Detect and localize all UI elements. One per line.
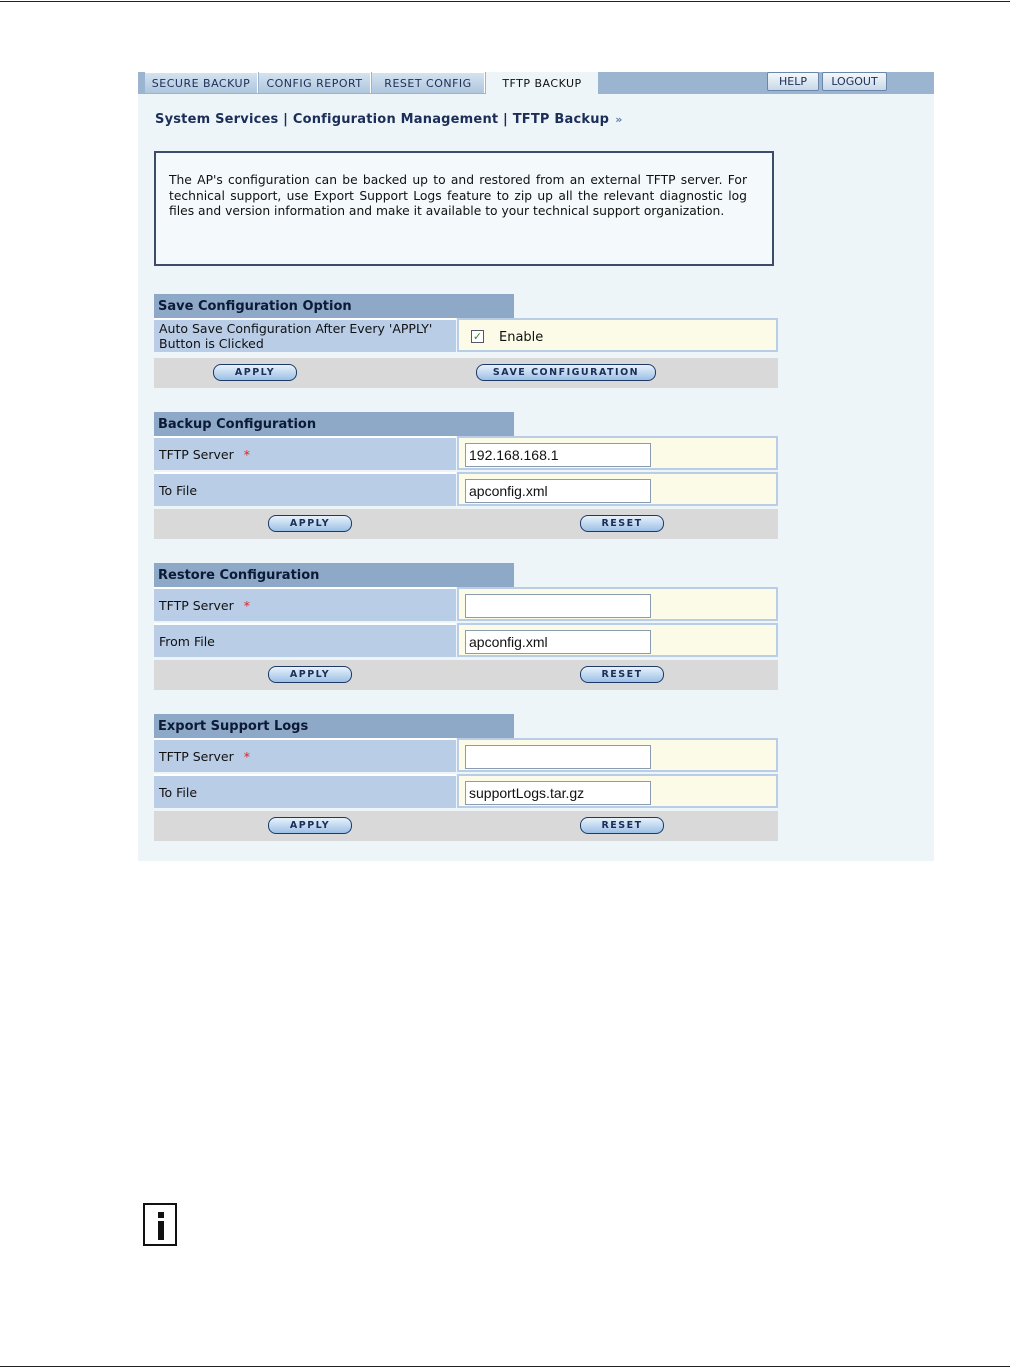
restore-server-label: [154, 587, 456, 621]
required-marker: *: [243, 446, 250, 462]
export-reset-button[interactable]: RESET: [580, 817, 664, 834]
restore-config-header: Restore Configuration: [154, 563, 514, 587]
page-top-rule: [0, 1, 1010, 2]
info-text: The AP's configuration can be backed up to and restored from an external TFTP server. For technical support, use Export Support Logs feature to zip up all the relevant diagnostic log files and version information and make it available to your technical support organization.: [169, 173, 747, 218]
breadcrumb-text: System Services | Configuration Management | TFTP Backup: [155, 112, 610, 127]
export-logs-header: Export Support Logs: [154, 714, 514, 738]
export-server-label: [154, 738, 456, 772]
help-button[interactable]: HELP: [767, 72, 819, 91]
breadcrumb-arrow-icon: »: [615, 113, 623, 126]
backup-file-cell: [457, 472, 778, 506]
backup-apply-button[interactable]: APPLY: [268, 515, 352, 532]
info-note-icon: [143, 1203, 177, 1246]
restore-from-file-input[interactable]: [465, 630, 651, 654]
backup-reset-button[interactable]: RESET: [580, 515, 664, 532]
restore-file-cell: [457, 623, 778, 657]
export-apply-button[interactable]: APPLY: [268, 817, 352, 834]
restore-file-row: [154, 623, 778, 659]
export-to-file-input[interactable]: [465, 781, 651, 805]
required-marker: *: [243, 597, 250, 613]
save-config-header: Save Configuration Option: [154, 294, 514, 318]
export-file-cell: [457, 774, 778, 808]
restore-server-row: [154, 587, 778, 623]
save-configuration-button[interactable]: SAVE CONFIGURATION: [476, 364, 656, 381]
backup-config-header: Backup Configuration: [154, 412, 514, 436]
export-server-label-text: TFTP Server: [159, 748, 234, 764]
tab-secure-backup[interactable]: SECURE BACKUP: [145, 72, 258, 93]
page-bottom-rule: [0, 1366, 1010, 1367]
tab-reset-config[interactable]: RESET CONFIG: [372, 72, 485, 93]
export-file-row: [154, 774, 778, 810]
save-config-row: [154, 318, 778, 354]
backup-server-cell: [457, 436, 778, 470]
restore-apply-button[interactable]: APPLY: [268, 666, 352, 683]
enable-checkbox-label[interactable]: Enable: [499, 330, 544, 345]
info-icon-dot: [158, 1212, 164, 1218]
export-file-label: To File: [154, 774, 456, 808]
tab-bar: [138, 72, 934, 94]
auto-save-value: [457, 318, 778, 352]
backup-file-label: To File: [154, 472, 456, 506]
restore-tftp-server-input[interactable]: [465, 594, 651, 618]
tab-tftp-backup[interactable]: TFTP BACKUP: [486, 72, 598, 94]
export-button-row: [154, 811, 778, 841]
restore-button-row: [154, 660, 778, 690]
tab-config-report[interactable]: CONFIG REPORT: [259, 72, 371, 93]
restore-file-label: From File: [154, 623, 456, 657]
config-panel: [138, 72, 934, 861]
backup-server-label-text: TFTP Server: [159, 446, 234, 462]
backup-tftp-server-input[interactable]: [465, 443, 651, 467]
auto-save-label: Auto Save Configuration After Every 'APPLY' Button is Clicked: [154, 318, 456, 352]
restore-server-cell: [457, 587, 778, 621]
info-box: [154, 151, 774, 266]
export-server-cell: [457, 738, 778, 772]
export-tftp-server-input[interactable]: [465, 745, 651, 769]
restore-reset-button[interactable]: RESET: [580, 666, 664, 683]
backup-to-file-input[interactable]: [465, 479, 651, 503]
backup-button-row: [154, 509, 778, 539]
save-config-button-row: [154, 358, 778, 388]
enable-checkbox[interactable]: ✓: [472, 330, 483, 343]
info-icon-bar: [158, 1221, 164, 1240]
required-marker: *: [243, 748, 250, 764]
logout-button[interactable]: LOGOUT: [822, 72, 887, 91]
export-server-row: [154, 738, 778, 774]
backup-file-row: [154, 472, 778, 508]
save-apply-button[interactable]: APPLY: [213, 364, 297, 381]
backup-server-label: [154, 436, 456, 470]
restore-server-label-text: TFTP Server: [159, 597, 234, 613]
breadcrumb: [155, 112, 623, 127]
backup-server-row: [154, 436, 778, 472]
